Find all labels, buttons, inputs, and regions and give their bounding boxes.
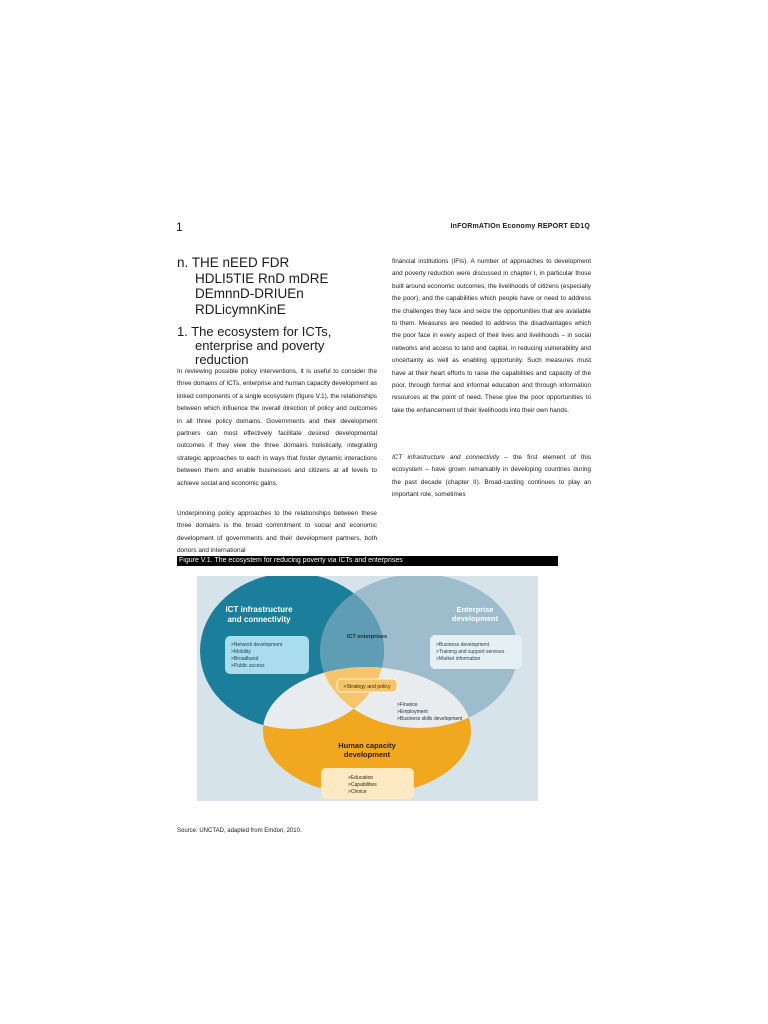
subsection-heading-line: enterprise and poverty — [195, 338, 325, 353]
body-paragraph-1: In reviewing possible policy interventions, it is useful to consider the three domains of ICTs, enterprise and human capacity development as linked components of a single ecosystem (figure V.1), the relationships between which influence the overall direction of policy and outcomes in all three policy domains. Governments and their development partners can most effectively facilitate desired developmental outcomes if they view the three domains holistically, integrating strategic approaches to each in ways that foster dynamic interactions between them and enable businesses and citizens at all levels to achieve social and economic gains. — [177, 368, 377, 487]
ict-item: >Network development — [231, 642, 283, 648]
italic-term: ICT infrastructure and connectivity — [392, 454, 500, 461]
running-head: InFORmATIOn Economy REPORT ED1Q — [450, 223, 590, 230]
ecosystem-diagram — [197, 576, 538, 801]
paragraph-text: – the first element of this ecosystem – have grown remarkably in developing countries during the past decade (chapter II). Broad-casting continues to play an important role, sometimes — [392, 454, 591, 499]
enterprise-title-line: development — [451, 614, 499, 623]
page-number: 1 — [176, 220, 183, 234]
human-title-line: Human capacity — [338, 741, 396, 750]
lower-overlap-item: >Business skills development — [397, 716, 463, 722]
subsection-heading — [177, 325, 382, 367]
section-heading-line: n. THE nEED FDR — [177, 255, 290, 270]
ict-item: >Broadband — [231, 656, 259, 662]
lower-overlap-item: >Employment — [397, 709, 428, 715]
human-item: >Capabilities — [348, 782, 377, 788]
enterprise-item: >Business development — [436, 642, 490, 648]
section-heading-line: HDLI5TIE RnD mDRE — [195, 270, 329, 286]
body-paragraph-2: Underpinning policy approaches to the relationships between these three domains is the broad commitment to social and economic development of governments and their development partners, both donors and international — [177, 510, 377, 555]
strategy-label: >Strategy and policy — [343, 684, 391, 690]
ict-item: >Mobility — [231, 649, 251, 655]
ict-enterprises-label: ICT enterprises — [346, 634, 388, 640]
section-heading-line: DEmnnD-DRIUEn — [195, 286, 304, 301]
enterprise-title-line: Enterprise — [456, 605, 494, 614]
figure-caption: Figure V.1. The ecosystem for reducing poverty via ICTs and enterprises — [177, 556, 558, 566]
ict-item: >Public access — [231, 663, 265, 669]
enterprise-item: >Market information — [436, 656, 481, 662]
section-heading — [177, 255, 377, 317]
enterprise-item: >Training and support services — [436, 649, 505, 655]
human-item: >Choice — [348, 789, 367, 795]
human-item: >Education — [348, 775, 374, 781]
ict-title-line: and connectivity — [227, 615, 291, 624]
human-title-line: development — [343, 750, 391, 759]
subsection-heading-line: 1. The ecosystem for ICTs, — [177, 324, 332, 339]
section-heading-line: RDLicymnKinE — [195, 301, 286, 317]
body-paragraph-4 — [392, 452, 591, 502]
body-paragraph-3: financial institutions (IFIs). A number of approaches to development and poverty reduction were discussed in chapter I, in particular those built around economic outcomes, the livelihoods of citizens (especially the poor), and the capabilities which people have or need to address the challenges they face and seize the opportunities that are available to them. Measures are needed to address the disadvantages which the poor face in every aspect of their lives and livelihoods – in social networks and access to land and capital, in reducing vulnerability and uncertainty as well as enabling opportunity. Such measures must have at their heart efforts to raise the capabilities and capacity of the poor, through formal and informal education and through information resources at the point of need. These give the poor opportunities to take the enhancement of their livelihoods into their own hands. — [392, 258, 591, 414]
figure-source: Source: UNCTAD, adapted from Emdon, 2010. — [177, 828, 302, 834]
lower-overlap-item: >Finance — [397, 702, 418, 708]
ict-title-line: ICT infrastructure — [225, 605, 293, 614]
subsection-heading-line: reduction — [195, 352, 249, 367]
